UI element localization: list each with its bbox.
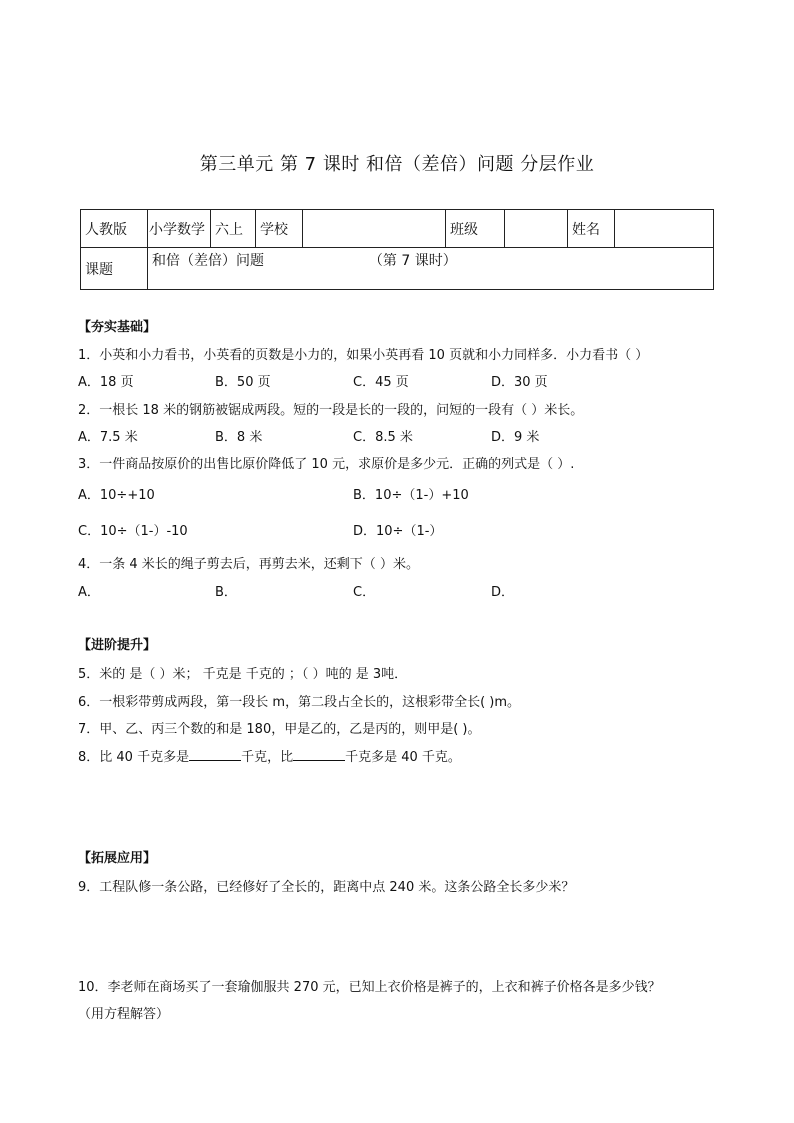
q4-option-b: B．: [215, 585, 237, 600]
q1-option-d: D．30 页: [491, 375, 548, 390]
q1-option-a: A．18 页: [78, 375, 134, 390]
question-7: 7．甲、乙、丙三个数的和是 180，甲是乙的，乙是丙的，则甲是( )。: [78, 722, 481, 737]
cell-subject: 小学数学: [148, 210, 211, 248]
q3-option-b: B．10÷（1-）+10: [353, 488, 469, 503]
question-6: 6．一根彩带剪成两段，第一段长 m，第二段占全长的，这根彩带全长( )m。: [78, 695, 521, 710]
q8-blank-2[interactable]: [293, 748, 345, 761]
question-3: 3．一件商品按原价的出售比原价降低了 10 元，求原价是多少元．正确的列式是（ ）.: [78, 457, 575, 472]
q3-option-a: A．10÷+10: [78, 488, 155, 503]
cell-edition: 人教版: [81, 210, 148, 248]
q3-option-d: D．10÷（1-）: [353, 524, 443, 539]
lesson-text: （第 7 课时）: [368, 253, 457, 269]
question-5: 5．米的 是（ ）米； 千克是 千克的 ；（ ）吨的 是 3吨．: [78, 667, 408, 682]
question-10-note: （用方程解答）: [78, 1007, 170, 1022]
page-title: 第三单元 第 7 课时 和倍（差倍）问题 分层作业: [199, 154, 595, 175]
topic-text: 和倍（差倍）问题: [152, 253, 264, 269]
q2-option-c: C．8.5 米: [353, 430, 413, 445]
cell-school-value[interactable]: [303, 210, 446, 248]
cell-grade: 六上: [211, 210, 256, 248]
section-basic: 【夯实基础】: [78, 320, 157, 335]
question-2: 2．一根长 18 米的钢筋被锯成两段。短的一段是长的一段的，问短的一段有（ ）米长。: [78, 403, 584, 418]
cell-topic-label: 课题: [81, 248, 148, 290]
question-4: 4．一条 4 米长的绳子剪去后，再剪去米，还剩下（ ）米。: [78, 557, 419, 572]
cell-class-label: 班级: [446, 210, 505, 248]
q2-option-d: D．9 米: [491, 430, 540, 445]
cell-name-value[interactable]: [615, 210, 714, 248]
header-table: [80, 209, 714, 290]
q4-option-c: C．: [353, 585, 376, 600]
q8-blank-1[interactable]: [189, 748, 241, 761]
question-1: 1．小英和小力看书，小英看的页数是小力的，如果小英再看 10 页就和小力同样多．小力看书（ ）: [78, 348, 649, 363]
question-10: 10．李老师在商场买了一套瑜伽服共 270 元，已知上衣价格是裤子的，上衣和裤子价格各是多少钱？: [78, 980, 661, 995]
q1-option-b: B．50 页: [215, 375, 271, 390]
cell-school-label: 学校: [256, 210, 303, 248]
cell-name-label: 姓名: [568, 210, 615, 248]
question-9: 9．工程队修一条公路，已经修好了全长的，距离中点 240 米。这条公路全长多少米？: [78, 880, 575, 895]
q1-option-c: C．45 页: [353, 375, 409, 390]
q8-part-b: 千克，比: [241, 750, 294, 765]
cell-class-value[interactable]: [505, 210, 568, 248]
q4-option-d: D．: [491, 585, 515, 600]
q2-option-b: B．8 米: [215, 430, 263, 445]
section-extension: 【拓展应用】: [78, 851, 157, 866]
q2-option-a: A．7.5 米: [78, 430, 138, 445]
section-advanced: 【进阶提升】: [78, 638, 157, 653]
q8-part-c: 千克多是 40 千克。: [345, 750, 461, 765]
q8-part-a: 8．比 40 千克多是: [78, 750, 190, 765]
question-8: [78, 746, 461, 765]
q3-option-c: C．10÷（1-）-10: [78, 524, 188, 539]
q4-option-a: A．: [78, 585, 100, 600]
cell-topic: [148, 248, 714, 290]
